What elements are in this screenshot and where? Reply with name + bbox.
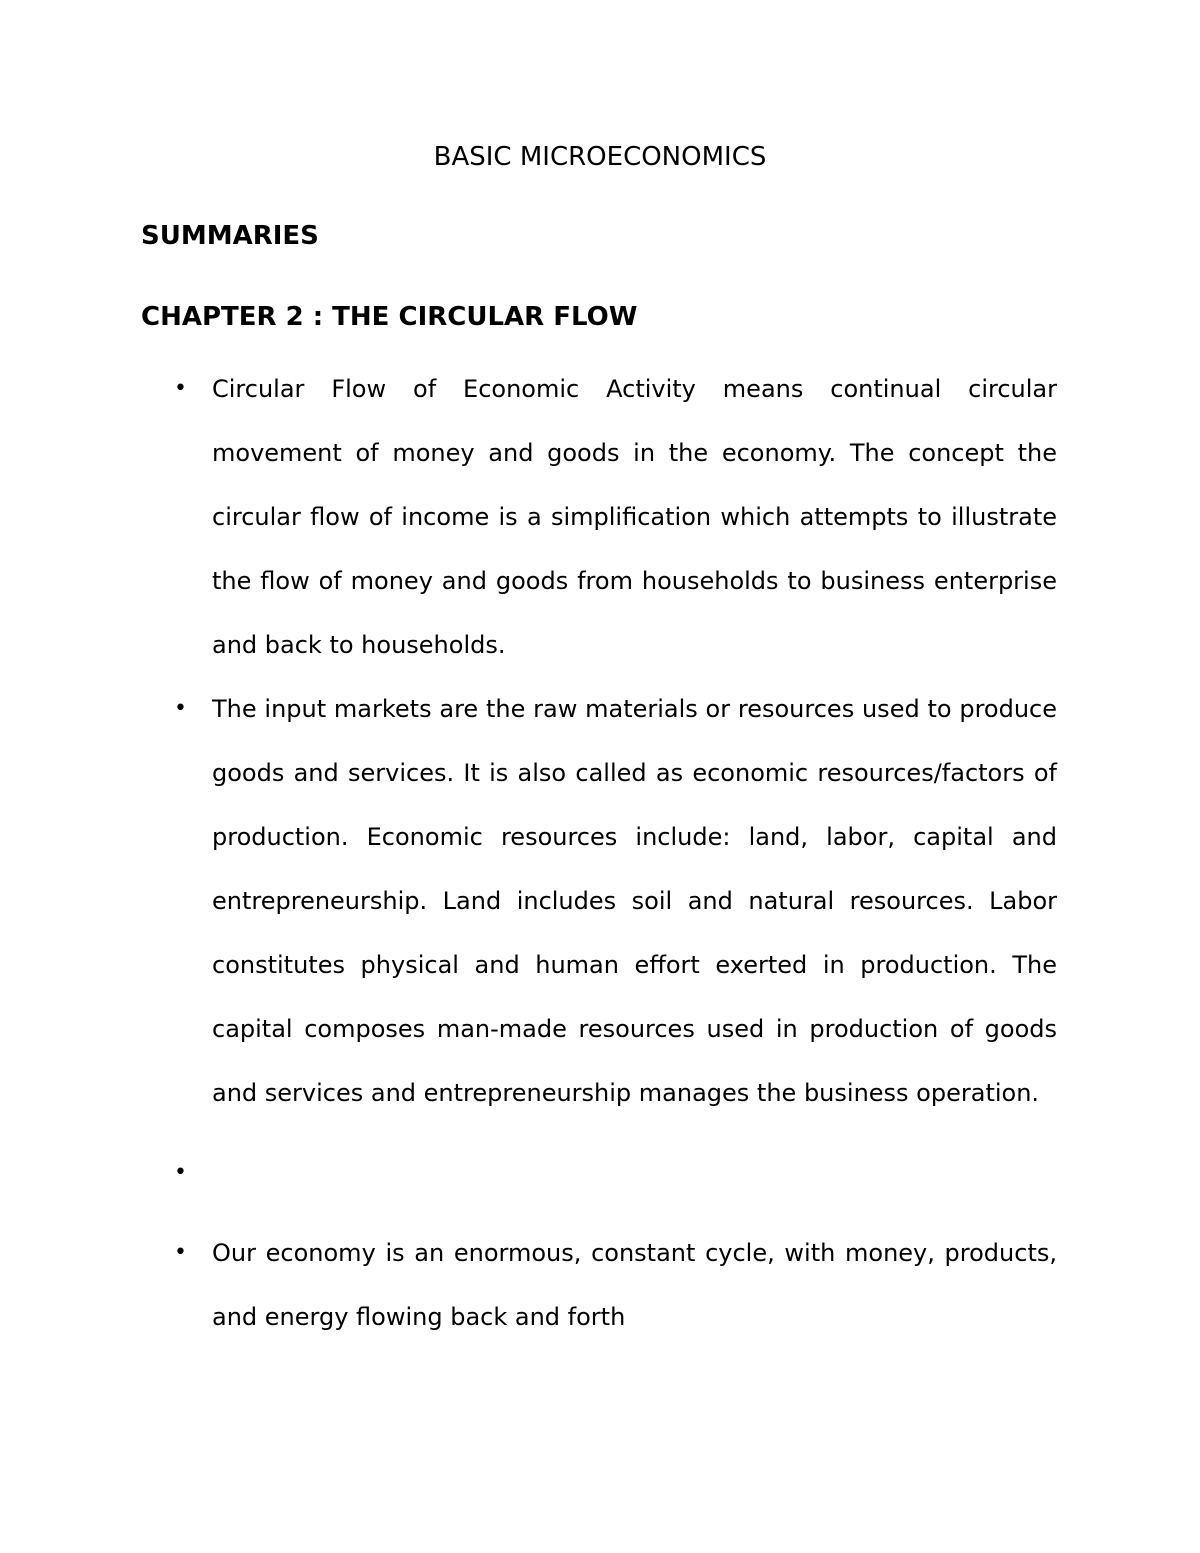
bullet-item-circular-flow [0, 357, 1200, 677]
bullet-item-empty [0, 1141, 1200, 1205]
bullet-text: Circular Flow of Economic Activity means continual circular movement of money and goods in the economy. The concept the circular flow of income is a simplification which attempts to illustrate the flow of money and goods from households to business enterprise and back to households. [212, 375, 1057, 659]
bullet-icon: • [174, 696, 187, 721]
bullet-icon: • [174, 1240, 187, 1265]
bullet-text: The input markets are the raw materials or resources used to produce goods and services. It is also called as economic resources/factors of production. Economic resources include: land, labor, capital and entrepreneurship. Land includes soil and natural resources. Labor constitutes physical and human effort exerted in production. The capital composes man-made resources used in production of goods and services and entrepreneurship manages the business operation. [212, 695, 1057, 1107]
document-title: BASIC MICROECONOMICS [433, 142, 767, 172]
bullet-list [0, 357, 1200, 1349]
bullet-item-economy-cycle [0, 1221, 1200, 1349]
bullet-spacer [0, 1125, 1200, 1141]
chapter-heading: CHAPTER 2 : THE CIRCULAR FLOW [141, 302, 638, 332]
bullet-text: Our economy is an enormous, constant cycle, with money, products, and energy flowing back and forth [212, 1239, 1057, 1331]
bullet-icon: • [174, 1160, 187, 1185]
bullet-spacer [0, 1205, 1200, 1221]
bullet-icon: • [174, 376, 187, 401]
section-heading-summaries: SUMMARIES [141, 221, 319, 251]
bullet-text [212, 1141, 1057, 1205]
bullet-item-input-markets [0, 677, 1200, 1125]
